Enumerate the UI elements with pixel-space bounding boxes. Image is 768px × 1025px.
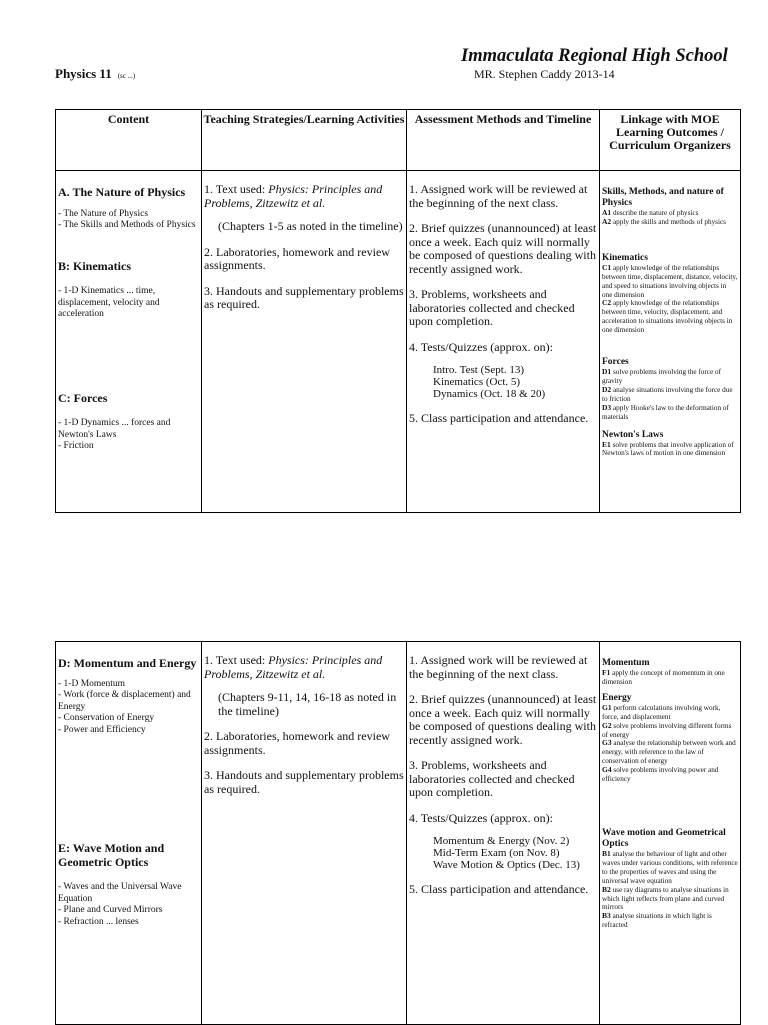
outcome-text: apply the concept of momentum in one dimension xyxy=(602,669,725,686)
strategy-3: 3. Handouts and supplementary problems as required. xyxy=(204,768,404,796)
outcome-item xyxy=(602,704,738,722)
outcome-text: analyse the behaviour of light and other waves under various conditions, with reference to the properties of waves and using the universal wave equation xyxy=(602,849,738,885)
course-note: (sc ...) xyxy=(117,72,136,80)
list-item: - Power and Efficiency xyxy=(58,724,146,735)
outcome-item xyxy=(602,209,738,218)
chapters-note: (Chapters 9-11, 14, 16-18 as noted in the timeline) xyxy=(218,690,397,718)
outcome-item xyxy=(602,404,738,422)
textbook-author: Zitzewitz et al. xyxy=(255,666,326,681)
textbook-author: Zitzewitz et al. xyxy=(255,195,326,210)
col-header-assessment: Assessment Methods and Timeline xyxy=(407,110,600,171)
test-list xyxy=(409,364,597,400)
outcome-text: apply Hooke's law to the deformation of materials xyxy=(602,403,729,421)
linkage-cell xyxy=(600,642,741,1025)
outcome-code: D3 xyxy=(602,402,612,412)
col-header-content: Content xyxy=(56,110,202,171)
strategy-text: 1. Text used: xyxy=(204,653,269,667)
outcome-code: C2 xyxy=(602,298,612,308)
outcome-text: solve problems that involve application of Newton's laws of motion in one dimension xyxy=(602,440,734,458)
outcome-group xyxy=(602,693,738,784)
test-item: Wave Motion & Optics (Dec. 13) xyxy=(433,859,580,871)
separator: , xyxy=(249,666,256,681)
list-item: - Friction xyxy=(58,441,94,451)
outcome-code: G2 xyxy=(602,720,612,730)
outcome-code: A2 xyxy=(602,216,612,226)
outcome-group xyxy=(602,187,738,227)
assessment-1: 1. Assigned work will be reviewed at the beginning of the next class. xyxy=(409,653,588,681)
content-section xyxy=(58,186,199,232)
outcome-text: apply knowledge of the relationships between time, displacement, distance, velocity, and speed to situations involving objects in one dimension xyxy=(602,263,738,299)
list-item: - Refraction ... lenses xyxy=(58,916,139,927)
outcome-item xyxy=(602,441,738,459)
outcome-code: B2 xyxy=(602,884,611,894)
strategy-2: 2. Laboratories, homework and review assignments. xyxy=(204,244,390,272)
course-title xyxy=(55,66,135,82)
outcome-heading: Forces xyxy=(602,357,629,368)
outcome-heading: Newton's Laws xyxy=(602,429,664,440)
unit-plan-table-1 xyxy=(55,109,741,513)
col-header-linkage: Linkage with MOE Learning Outcomes / Curriculum Organizers xyxy=(600,110,741,171)
section-title: B: Kinematics xyxy=(58,258,131,273)
test-list xyxy=(409,835,597,871)
outcome-item xyxy=(602,264,738,300)
outcome-code: G1 xyxy=(602,702,612,712)
linkage-cell xyxy=(600,171,741,513)
outcome-item xyxy=(602,739,738,766)
strategy-1 xyxy=(204,654,404,681)
strategy-text: 1. Text used: xyxy=(204,182,269,196)
outcome-item xyxy=(602,218,738,227)
separator: , xyxy=(249,195,256,210)
outcome-text: analyse situations involving the force due to friction xyxy=(602,385,733,403)
section-title: E: Wave Motion and Geometric Optics xyxy=(58,841,165,869)
assessment-4: 4. Tests/Quizzes (approx. on): xyxy=(409,339,553,354)
content-cell xyxy=(56,171,202,513)
list-item: - 1-D Momentum xyxy=(58,678,126,689)
outcome-text: analyse situations in which light is refracted xyxy=(602,912,712,930)
outcome-item xyxy=(602,886,738,913)
test-item: Dynamics (Oct. 18 & 20) xyxy=(433,388,546,400)
outcome-item xyxy=(602,850,738,886)
test-item: Intro. Test (Sept. 13) xyxy=(433,364,524,376)
col-header-strategies: Teaching Strategies/Learning Activities xyxy=(202,110,407,171)
outcome-code: A1 xyxy=(602,208,612,217)
strategies-cell xyxy=(202,171,407,513)
outcome-heading: Kinematics xyxy=(602,252,648,263)
outcome-code: B3 xyxy=(602,911,611,921)
outcome-item xyxy=(602,912,738,930)
outcome-code: D2 xyxy=(602,384,612,394)
assessment-2: 2. Brief quizzes (unannounced) at least once a week. Each quiz will normally be composed of questions dealing with recently assigned work. xyxy=(409,692,597,747)
outcome-code: G3 xyxy=(602,738,612,748)
assessment-4: 4. Tests/Quizzes (approx. on): xyxy=(409,810,553,825)
outcome-text: perform calculations involving work, force, and displacement xyxy=(602,703,721,721)
outcome-text: solve problems involving different forms of energy xyxy=(602,721,732,739)
outcome-heading: Skills, Methods, and nature of Physics xyxy=(602,187,724,208)
list-item: - The Skills and Methods of Physics xyxy=(58,220,196,230)
outcome-item xyxy=(602,368,738,386)
list-item: - 1-D Kinematics ... time, displacement, velocity and acceleration xyxy=(58,286,160,319)
outcome-heading: Wave motion and Geometrical Optics xyxy=(602,827,726,849)
outcome-text: apply the skills and methods of physics xyxy=(611,217,726,226)
outcome-code: F1 xyxy=(602,668,611,677)
list-item: - Waves and the Universal Wave Equation xyxy=(58,882,182,904)
assessment-3: 3. Problems, worksheets and laboratories collected and checked upon completion. xyxy=(409,758,575,799)
list-item: - Work (force & displacement) and Energy xyxy=(58,690,191,712)
outcome-group xyxy=(602,357,738,421)
outcome-text: solve problems involving power and efficiency xyxy=(602,766,719,784)
outcome-group xyxy=(602,430,738,459)
list-item: - The Nature of Physics xyxy=(58,208,149,219)
textbook-title: Physics: Principles and Problems xyxy=(204,182,383,210)
outcome-code: C1 xyxy=(602,262,612,272)
strategy-2: 2. Laboratories, homework and review assignments. xyxy=(204,729,390,757)
section-title: D: Momentum and Energy xyxy=(58,656,197,670)
section-title: A. The Nature of Physics xyxy=(58,185,186,199)
textbook-title: Physics: Principles and Problems xyxy=(204,653,383,681)
outcome-item xyxy=(602,299,738,335)
school-name: Immaculata Regional High School xyxy=(461,46,728,66)
teacher-line: MR. Stephen Caddy 2013-14 xyxy=(474,67,615,81)
content-section xyxy=(58,657,199,736)
assessment-cell xyxy=(407,642,600,1025)
outcome-code: G4 xyxy=(602,765,612,775)
section-title: C: Forces xyxy=(58,390,108,405)
content-section xyxy=(58,260,199,321)
outcome-item xyxy=(602,766,738,784)
outcome-item xyxy=(602,722,738,740)
outcome-code: E1 xyxy=(602,439,611,449)
test-item: Mid-Term Exam (on Nov. 8) xyxy=(433,847,560,859)
assessment-1: 1. Assigned work will be reviewed at the beginning of the next class. xyxy=(409,182,588,210)
strategies-cell xyxy=(202,642,407,1025)
outcome-group xyxy=(602,253,738,335)
outcome-group xyxy=(602,828,738,930)
assessment-cell xyxy=(407,171,600,513)
outcome-text: apply knowledge of the relationships between time, velocity, displacement, and acceleration to situations involving objects in one dimension xyxy=(602,299,733,335)
outcome-text: solve problems involving the force of gravity xyxy=(602,368,721,385)
outcome-text: use ray diagrams to analyse situations in which light reflects from plane and curved mirrors xyxy=(602,885,729,912)
chapters-note: (Chapters 1-5 as noted in the timeline) xyxy=(218,219,403,233)
content-section xyxy=(58,842,199,928)
outcome-text: analyse the relationship between work and energy, with reference to the law of conservation of energy xyxy=(602,739,736,766)
outcome-group xyxy=(602,658,738,687)
list-item: - Conservation of Energy xyxy=(58,713,155,723)
strategy-1 xyxy=(204,183,404,210)
unit-plan-table-2 xyxy=(55,641,741,1025)
assessment-2: 2. Brief quizzes (unannounced) at least once a week. Each quiz will normally be composed of questions dealing with recently assigned work. xyxy=(409,221,597,276)
list-item: - 1-D Dynamics ... forces and Newton's Laws xyxy=(58,418,171,440)
list-item: - Plane and Curved Mirrors xyxy=(58,905,163,915)
outcome-code: D1 xyxy=(602,367,612,377)
outcome-heading: Momentum xyxy=(602,658,650,668)
assessment-3: 3. Problems, worksheets and laboratories collected and checked upon completion. xyxy=(409,287,575,328)
outcome-code: B1 xyxy=(602,848,611,858)
content-section xyxy=(58,392,199,453)
outcome-heading: Energy xyxy=(602,692,632,703)
content-cell xyxy=(56,642,202,1025)
test-item: Momentum & Energy (Nov. 2) xyxy=(433,835,570,847)
strategy-3: 3. Handouts and supplementary problems as required. xyxy=(204,283,404,311)
assessment-5: 5. Class participation and attendance. xyxy=(409,411,589,425)
assessment-5: 5. Class participation and attendance. xyxy=(409,882,589,896)
outcome-text: describe the nature of physics xyxy=(611,209,699,217)
outcome-item xyxy=(602,386,738,404)
outcome-item xyxy=(602,669,738,687)
course-name: Physics 11 xyxy=(55,66,112,81)
test-item: Kinematics (Oct. 5) xyxy=(433,376,521,388)
